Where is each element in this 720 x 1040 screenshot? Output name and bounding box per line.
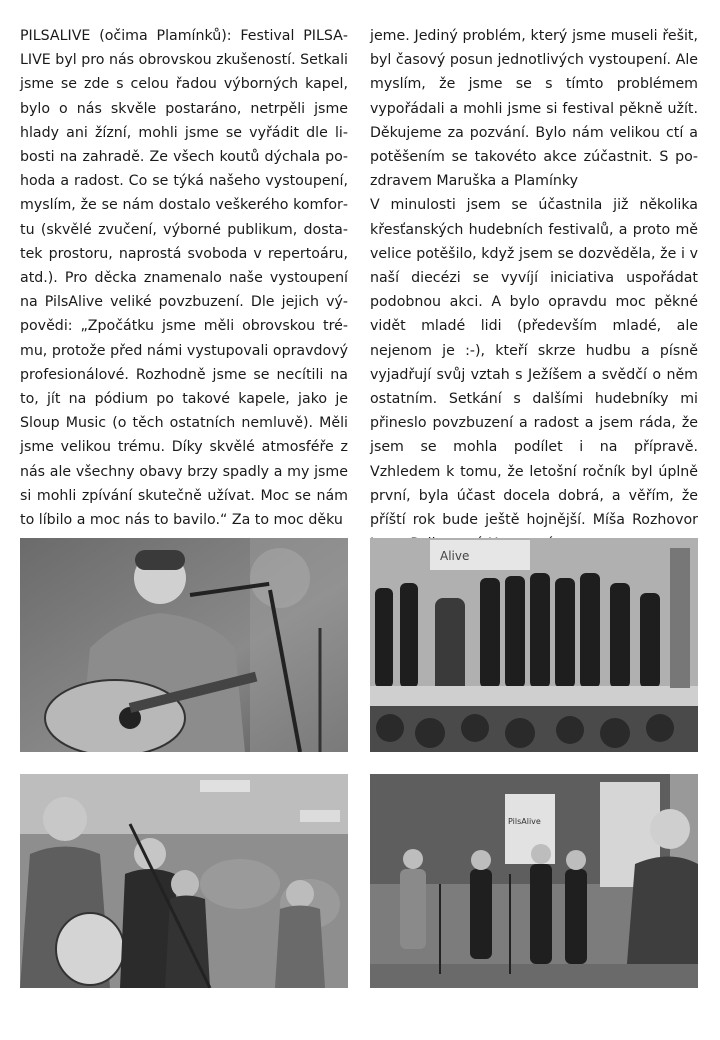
photo-band-guitarists (20, 774, 348, 988)
article-right-column (370, 24, 698, 556)
banner-text: Alive (440, 549, 470, 563)
paragraph: PILSALIVE (očima Plamínků): Festival PILSALIVE byl pro nás obrovskou zkušeností. Setkali jsme se zde s celou řadou výborných kapel, bylo o nás skvěle postaráno, netrpěli jsme hlady ani žízní, mohli jsme se vyřádit dle libosti na zahradě. Ze všech koutů dýchala pohoda a radost. Co se týká našeho vystoupení, myslím, že se nám dostalo veškerého komfortu (skvělé zvučení, výborné publikum, dostatek prostoru, naprostá svoboda v repertoáru, atd.). Pro děcka znamenalo naše vystoupení na PilsAlive veliké povzbuzení. Dle jejich výpovědi: „Zpočátku jsme měli obrovskou trému, protože před námi vystupovali opravdový profesionálové. Rozhodně jsme se necítili na to, jít na pódium po takové kapele, jako je Sloup Music (o těch ostatních nemluvě). Měli jsme velikou trému. Díky skvělé atmosféře z nás ale všechny obavy brzy spadly a my jsme si mohli zpívání skutečně užívat. Moc se nám to líbilo a moc nás to bavilo.“ Za to moc děku (20, 28, 348, 529)
poster-text: PilsAlive (508, 817, 541, 826)
photo-choir-stage (370, 538, 698, 752)
article-left-column (20, 24, 348, 532)
photo-guitarist-singing (20, 538, 348, 752)
paragraph: jeme. Jediný problém, který jsme museli řešit, byl časový posun jednotlivých vystoupení. Ale myslím, že jsme se s tímto problémem vypořádali a mohli jsme si festival pěkně užít. Děkujeme za pozvání. Bylo nám velikou ctí a potěšením se takovéto akce zúčastnit. S pozdravem Maruška a Plamínky (370, 28, 698, 190)
paragraph: V minulosti jsem se účastnila již několika křesťanských hudebních festivalů, a proto mě velice potěšilo, když jsem se dozvěděla, že i v naší diecézi se vyvíjí iniciativa uspořádat podobnou akci. A bylo opravdu moc pěkné vidět mladé lidi (především mladé, ale nejenom je :-), kteří skrze hudbu a písně vyjadřují svůj vztah s Ježíšem a svědčí o něm ostatním. Setkání s dalšími hudebníky mi přineslo povzbuzení a radost a jsem ráda, že jsem se mohla podílet i na přípravě. Vzhledem k tomu, že letošní ročník byl úplně první, byla účast docela dobrá, a věřím, že příští rok bude ještě hojnější. Míša Rozhovor (370, 197, 698, 529)
photo-performers-hall (370, 774, 698, 988)
